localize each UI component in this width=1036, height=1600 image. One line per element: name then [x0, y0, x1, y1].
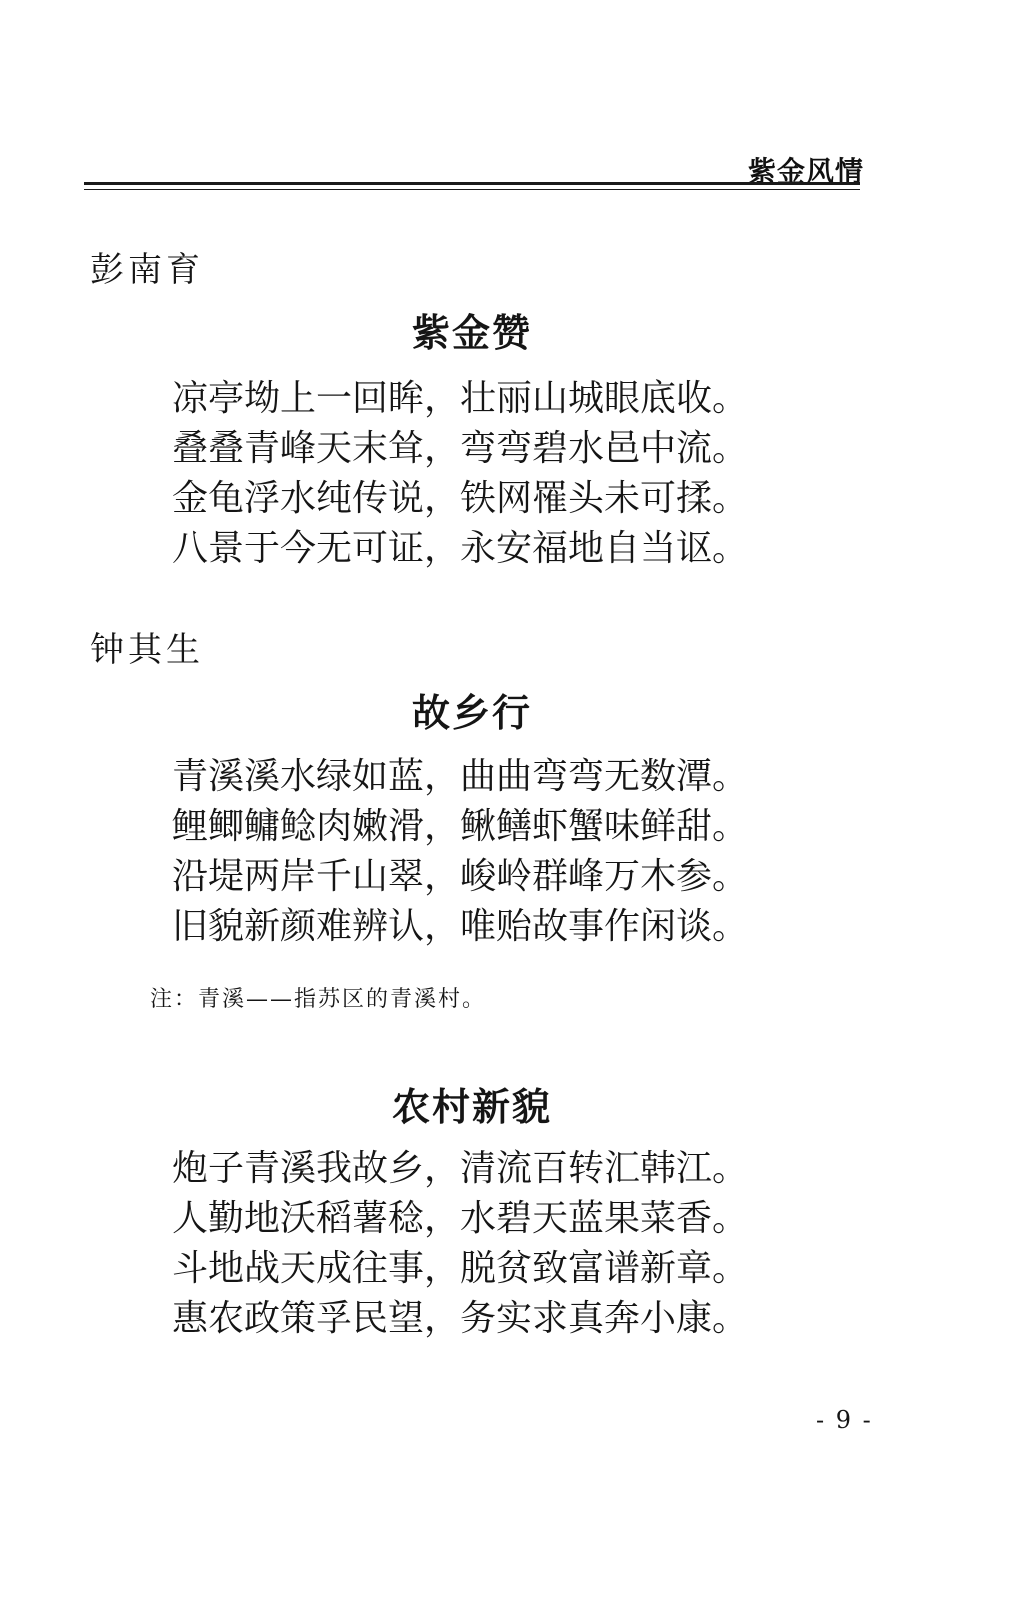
page-number: - 9 - — [816, 1406, 873, 1434]
poem-footnote: 注：青溪——指苏区的青溪村。 — [150, 987, 487, 1012]
poem-line: 金龟浮水纯传说，铁网罹头未可揉。 — [172, 478, 749, 519]
poem-line: 旧貌新颜难辨认，唯贻故事作闲谈。 — [172, 906, 749, 947]
poem-line: 凉亭坳上一回眸，壮丽山城眼底收。 — [172, 378, 749, 419]
poem-line: 鲤鲫鳙鲶肉嫩滑，鳅鳝虾蟹味鲜甜。 — [172, 806, 749, 847]
poem-line: 八景于今无可证，永安福地自当讴。 — [172, 528, 749, 569]
poem-line: 炮子青溪我故乡，清流百转汇韩江。 — [172, 1148, 749, 1189]
poem-line: 人勤地沃稻薯稔，水碧天蓝果菜香。 — [172, 1198, 749, 1239]
poem-body — [172, 752, 792, 952]
poem-line: 惠农政策孚民望，务实求真奔小康。 — [172, 1298, 749, 1339]
poem-line: 沿堤两岸千山翠，峻岭群峰万木参。 — [172, 856, 749, 897]
poem-body — [172, 374, 792, 574]
running-header-title: 紫金风情 — [747, 155, 864, 188]
poem-line: 叠叠青峰天末耸，弯弯碧水邑中流。 — [172, 428, 749, 469]
poem-title: 故乡行 — [411, 690, 532, 735]
poem-body — [172, 1144, 792, 1344]
poem-title: 紫金赞 — [411, 310, 532, 355]
poem-line: 斗地战天成往事，脱贫致富谱新章。 — [172, 1248, 749, 1289]
header-double-rule — [84, 182, 860, 190]
poem-author: 彭南育 — [90, 250, 204, 290]
poem-author: 钟其生 — [90, 630, 204, 670]
poem-title: 农村新貌 — [391, 1084, 552, 1129]
poem-line: 青溪溪水绿如蓝，曲曲弯弯无数潭。 — [172, 756, 749, 797]
